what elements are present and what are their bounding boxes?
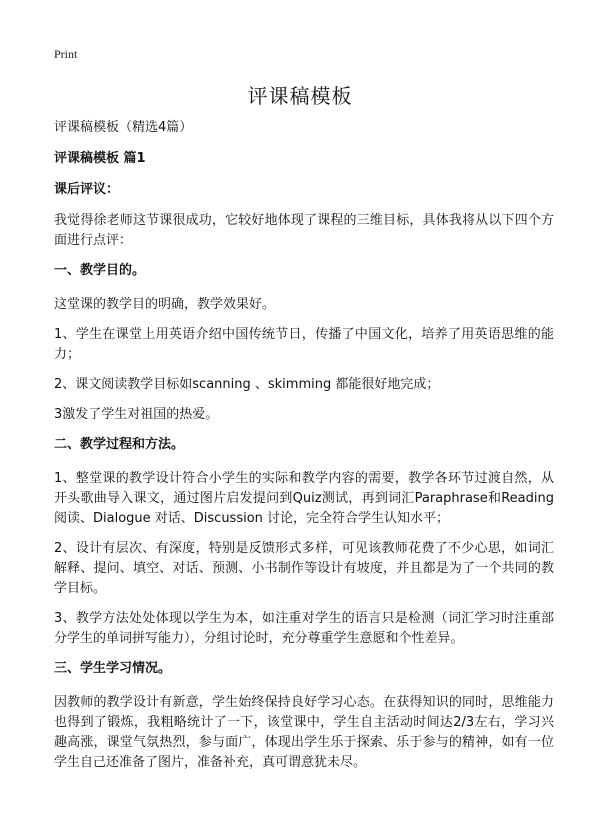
intro-paragraph: 我觉得徐老师这节课很成功，它较好地体现了课程的三维目标，具体我将从以下四个方面进行点评： xyxy=(54,213,554,248)
paragraph-process-1: 1、整堂课的教学设计符合小学生的实际和教学内容的需要，教学各环节过渡自然，从开头歌曲导入课文，通过图片启发提问到Quiz测试，再到词汇Paraphrase和Reading阅读、Dialogue 对话、Discussion 讨论，完全符合学生认知水平； xyxy=(54,471,554,526)
heading-process-methods: 二、教学过程和方法。 xyxy=(54,437,185,452)
paragraph-student-learning: 因教师的教学设计有新意，学生始终保持良好学习心态。在获得知识的同时，思维能力也得到了锻炼，我粗略统计了一下，该堂课中，学生自主活动时间达2/3左右，学习兴趣高涨，课堂气氛热烈，参与面广，体现出学生乐于探索、乐于参与的精神，如有一位学生自己还准备了图片，准备补充，真可谓意犹未尽。 xyxy=(54,695,554,770)
paragraph-process-2: 2、设计有层次、有深度，特别是反馈形式多样，可见该教师花费了不少心思，如词汇解释、提问、填空、对话、预测、小书制作等设计有坡度，并且都是为了一个共同的教学目标。 xyxy=(54,541,554,596)
paragraph-goals-summary: 这堂课的教学目的明确，教学效果好。 xyxy=(54,297,276,312)
document-body xyxy=(54,118,554,783)
heading-student-learning: 三、学生学习情况。 xyxy=(54,661,172,676)
print-label: Print xyxy=(54,47,78,61)
comment-label: 课后评议： xyxy=(54,182,120,197)
document-subtitle: 评课稿模板（精选4篇） xyxy=(54,120,193,135)
heading-teaching-goals: 一、教学目的。 xyxy=(54,263,146,278)
paragraph-goals-3: 3激发了学生对祖国的热爱。 xyxy=(54,407,219,422)
page-title: 评课稿模板 xyxy=(247,84,353,108)
section-title: 评课稿模板 篇1 xyxy=(54,151,146,166)
paragraph-goals-2: 2、课文阅读教学目标如scanning 、skimming 都能很好地完成； xyxy=(54,377,440,392)
paragraph-process-3: 3、教学方法处处体现以学生为本，如注重对学生的语言只是检测（词汇学习时注重部分学生的单词拼写能力），分组讨论时，充分尊重学生意愿和个性差异。 xyxy=(54,611,554,646)
paragraph-goals-1: 1、学生在课堂上用英语介绍中国传统节日，传播了中国文化，培养了用英语思维的能力； xyxy=(54,327,554,362)
